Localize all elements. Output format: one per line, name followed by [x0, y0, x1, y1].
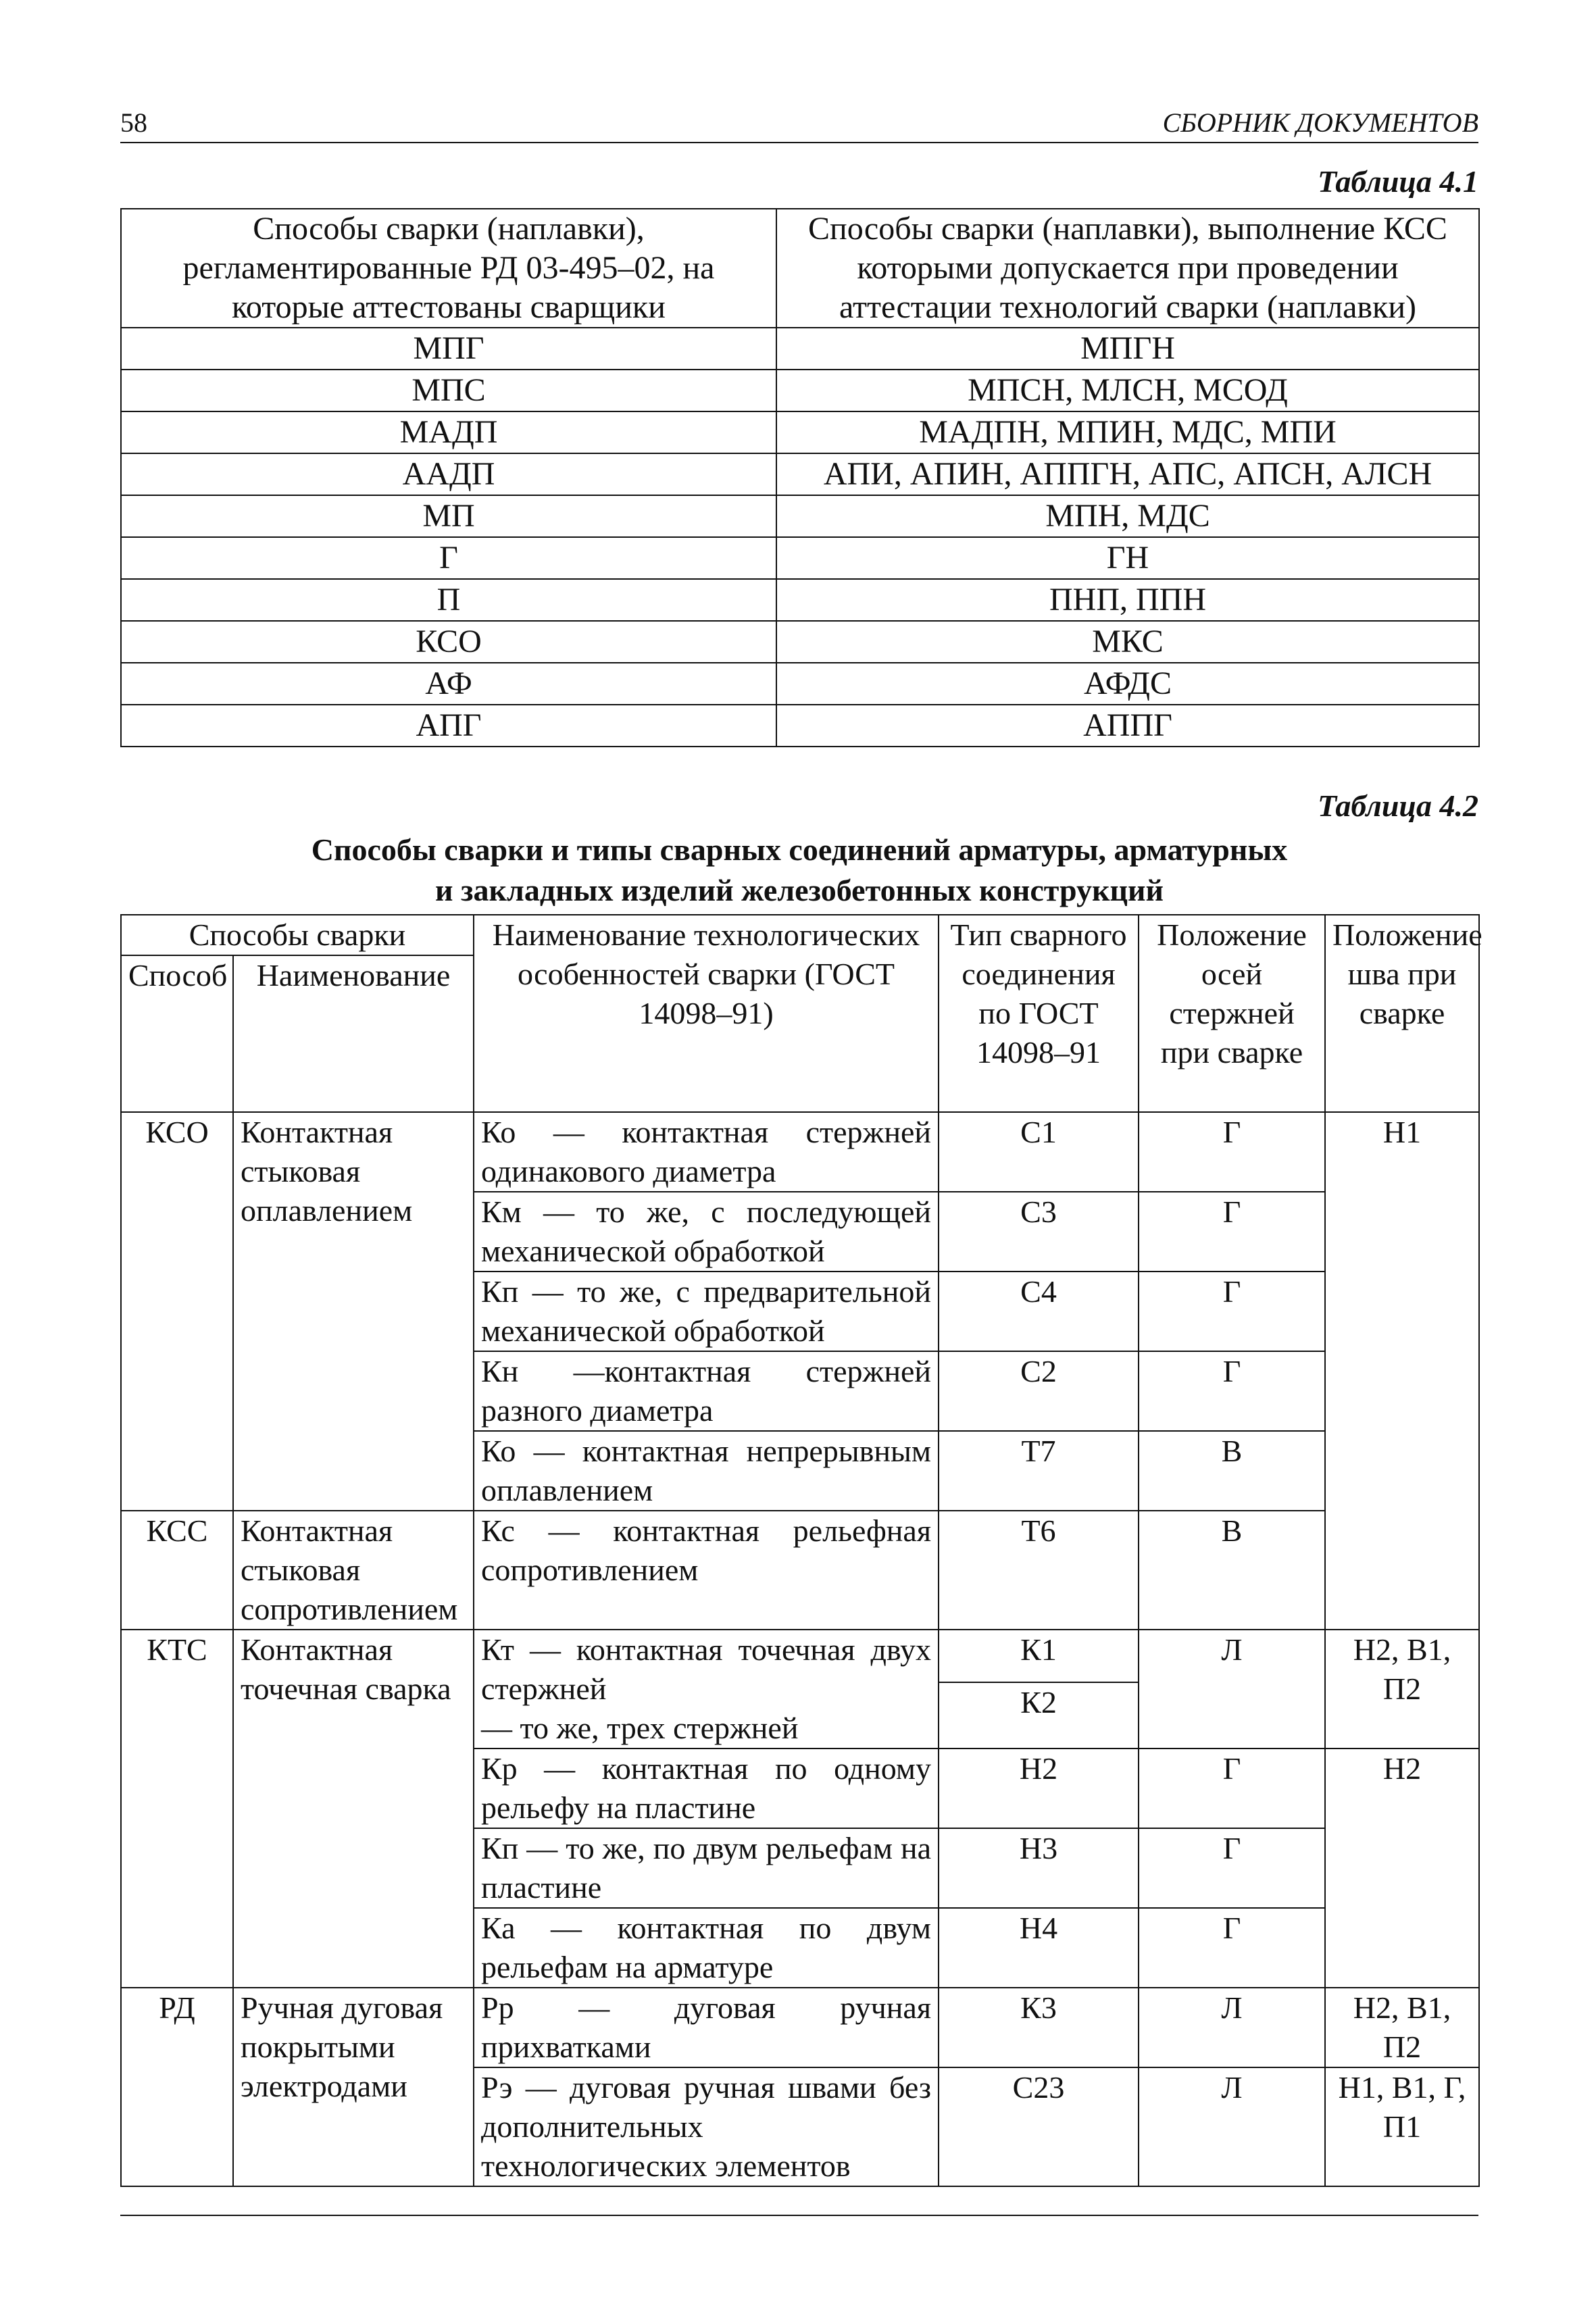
table-cell: Г [121, 537, 776, 579]
table-row [121, 1630, 1479, 1682]
joint-type-cell: Т6 [939, 1511, 1139, 1630]
table-cell: АПГ [121, 705, 776, 747]
table-row [121, 495, 1479, 537]
table-cell: МПГН [776, 328, 1479, 370]
table-cell: МПС [121, 370, 776, 411]
table-cell: МПН, МДС [776, 495, 1479, 537]
tech-cell: Рэ — дуговая ручная швами без дополнительных технологических элементов [474, 2067, 939, 2186]
table-cell: МП [121, 495, 776, 537]
seam-cell: Н2, В1, П2 [1325, 1630, 1479, 1749]
table-row [121, 328, 1479, 370]
tech-text: — то же, трех стержней [481, 1711, 799, 1745]
joint-type-cell: Т7 [939, 1431, 1139, 1511]
table-4-2-title-line2: и закладных изделий железобетонных конструкций [435, 873, 1164, 907]
axis-cell: Г [1139, 1272, 1325, 1351]
table-row [121, 453, 1479, 495]
header-rule [120, 142, 1478, 143]
table-4-2-caption: Таблица 4.2 [1317, 788, 1478, 823]
joint-type-cell: Н2 [939, 1749, 1139, 1828]
header-name: Наименование [233, 955, 474, 1112]
table-row [121, 579, 1479, 621]
page-number: 58 [120, 107, 147, 138]
tech-cell: Ко — контактная стержней одинакового диаметра [474, 1112, 939, 1192]
table-cell: ПНП, ППН [776, 579, 1479, 621]
table-row [121, 1511, 1479, 1630]
tech-cell: Кс — контактная рельефная сопротивлением [474, 1511, 939, 1630]
seam-cell: Н2 [1325, 1749, 1479, 1988]
table-4-1-col2-header: Способы сварки (наплавки), выполнение КСС которыми допускается при проведении аттестации технологий сварки (наплавки) [776, 209, 1479, 328]
header-tech: Наименование технологических особенностей сварки (ГОСТ 14098–91) [474, 915, 939, 1112]
joint-type-cell: Н3 [939, 1828, 1139, 1908]
tech-cell: Кп — то же, с предварительной механической обработкой [474, 1272, 939, 1351]
table-cell: АФДС [776, 663, 1479, 705]
table-4-2-header-row [121, 915, 1479, 955]
joint-type-cell: Н4 [939, 1908, 1139, 1988]
joint-type-cell: С4 [939, 1272, 1139, 1351]
seam-cell: Н1, В1, Г, П1 [1325, 2067, 1479, 2186]
tech-cell: Ка — контактная по двум рельефам на арматуре [474, 1908, 939, 1988]
table-row [121, 370, 1479, 411]
header-method: Способ [121, 955, 233, 1112]
table-4-1-header-row [121, 209, 1479, 328]
axis-cell: В [1139, 1511, 1325, 1630]
table-row [121, 1112, 1479, 1192]
axis-cell: Г [1139, 1351, 1325, 1431]
joint-type-cell: К1 [939, 1630, 1139, 1682]
table-row [121, 705, 1479, 747]
footer-rule [120, 2215, 1478, 2216]
axis-cell: Г [1139, 1112, 1325, 1192]
seam-cell: Н2, В1, П2 [1325, 1988, 1479, 2067]
joint-type-cell: С2 [939, 1351, 1139, 1431]
method-code: КТС [121, 1630, 233, 1988]
header-methods: Способы сварки [121, 915, 474, 955]
table-cell: МАДПН, МПИН, МДС, МПИ [776, 411, 1479, 453]
table-row [121, 411, 1479, 453]
running-title: СБОРНИК ДОКУМЕНТОВ [1162, 107, 1478, 138]
table-4-2-title-line1: Способы сварки и типы сварных соединений арматуры, арматурных [311, 832, 1288, 867]
header-joint-type: Тип сварного соединения по ГОСТ 14098–91 [939, 915, 1139, 1112]
axis-cell: Л [1139, 2067, 1325, 2186]
table-cell: МПГ [121, 328, 776, 370]
tech-cell: Км — то же, с последующей механической обработкой [474, 1192, 939, 1272]
joint-type-cell: К2 [939, 1682, 1139, 1749]
table-row [121, 663, 1479, 705]
joint-type-cell: С1 [939, 1112, 1139, 1192]
tech-cell: Ко — контактная непрерывным оплавлением [474, 1431, 939, 1511]
axis-cell: Г [1139, 1828, 1325, 1908]
header-seam-position: Положение шва при сварке [1325, 915, 1479, 1112]
table-cell: ГН [776, 537, 1479, 579]
seam-cell: Н1 [1325, 1112, 1479, 1630]
tech-cell: Кп — то же, по двум рельефам на пластине [474, 1828, 939, 1908]
table-row [121, 537, 1479, 579]
table-row [121, 621, 1479, 663]
table-cell: ААДП [121, 453, 776, 495]
method-name: Контактная стыковая сопротивлением [233, 1511, 474, 1630]
table-cell: АФ [121, 663, 776, 705]
axis-cell: В [1139, 1431, 1325, 1511]
tech-cell: Кн —контактная стержней разного диаметра [474, 1351, 939, 1431]
joint-type-cell: С3 [939, 1192, 1139, 1272]
header-axis-position: Положение осей стержней при сварке [1139, 915, 1325, 1112]
table-cell: МКС [776, 621, 1479, 663]
axis-cell: Л [1139, 1988, 1325, 2067]
method-code: КСС [121, 1511, 233, 1630]
table-row [121, 1988, 1479, 2067]
table-cell: П [121, 579, 776, 621]
axis-cell: Г [1139, 1192, 1325, 1272]
table-4-1-col1-header: Способы сварки (наплавки), регламентированные РД 03-495–02, на которые аттестованы сварщики [121, 209, 776, 328]
table-4-1-caption: Таблица 4.1 [1317, 164, 1478, 199]
method-code: РД [121, 1988, 233, 2186]
method-name: Контактная точечная сварка [233, 1630, 474, 1988]
tech-cell: Рр — дуговая ручная прихватками [474, 1988, 939, 2067]
tech-cell: Кр — контактная по одному рельефу на пластине [474, 1749, 939, 1828]
table-cell: КСО [121, 621, 776, 663]
method-name: Ручная дуговая покрытыми электродами [233, 1988, 474, 2186]
table-cell: АПИ, АПИН, АППГН, АПС, АПСН, АЛСН [776, 453, 1479, 495]
table-4-2-title [120, 830, 1478, 911]
tech-text: Кт — контактная точечная двух стержней [481, 1632, 931, 1706]
table-cell: МАДП [121, 411, 776, 453]
axis-cell: Г [1139, 1749, 1325, 1828]
axis-cell: Л [1139, 1630, 1325, 1749]
table-cell: АППГ [776, 705, 1479, 747]
joint-type-cell: К3 [939, 1988, 1139, 2067]
tech-cell [474, 1630, 939, 1749]
table-4-2 [120, 914, 1480, 2187]
axis-cell: Г [1139, 1908, 1325, 1988]
table-cell: МПСН, МЛСН, МСОД [776, 370, 1479, 411]
method-code: КСО [121, 1112, 233, 1511]
joint-type-cell: С23 [939, 2067, 1139, 2186]
table-4-1 [120, 208, 1480, 747]
method-name: Контактная стыковая оплавлением [233, 1112, 474, 1511]
